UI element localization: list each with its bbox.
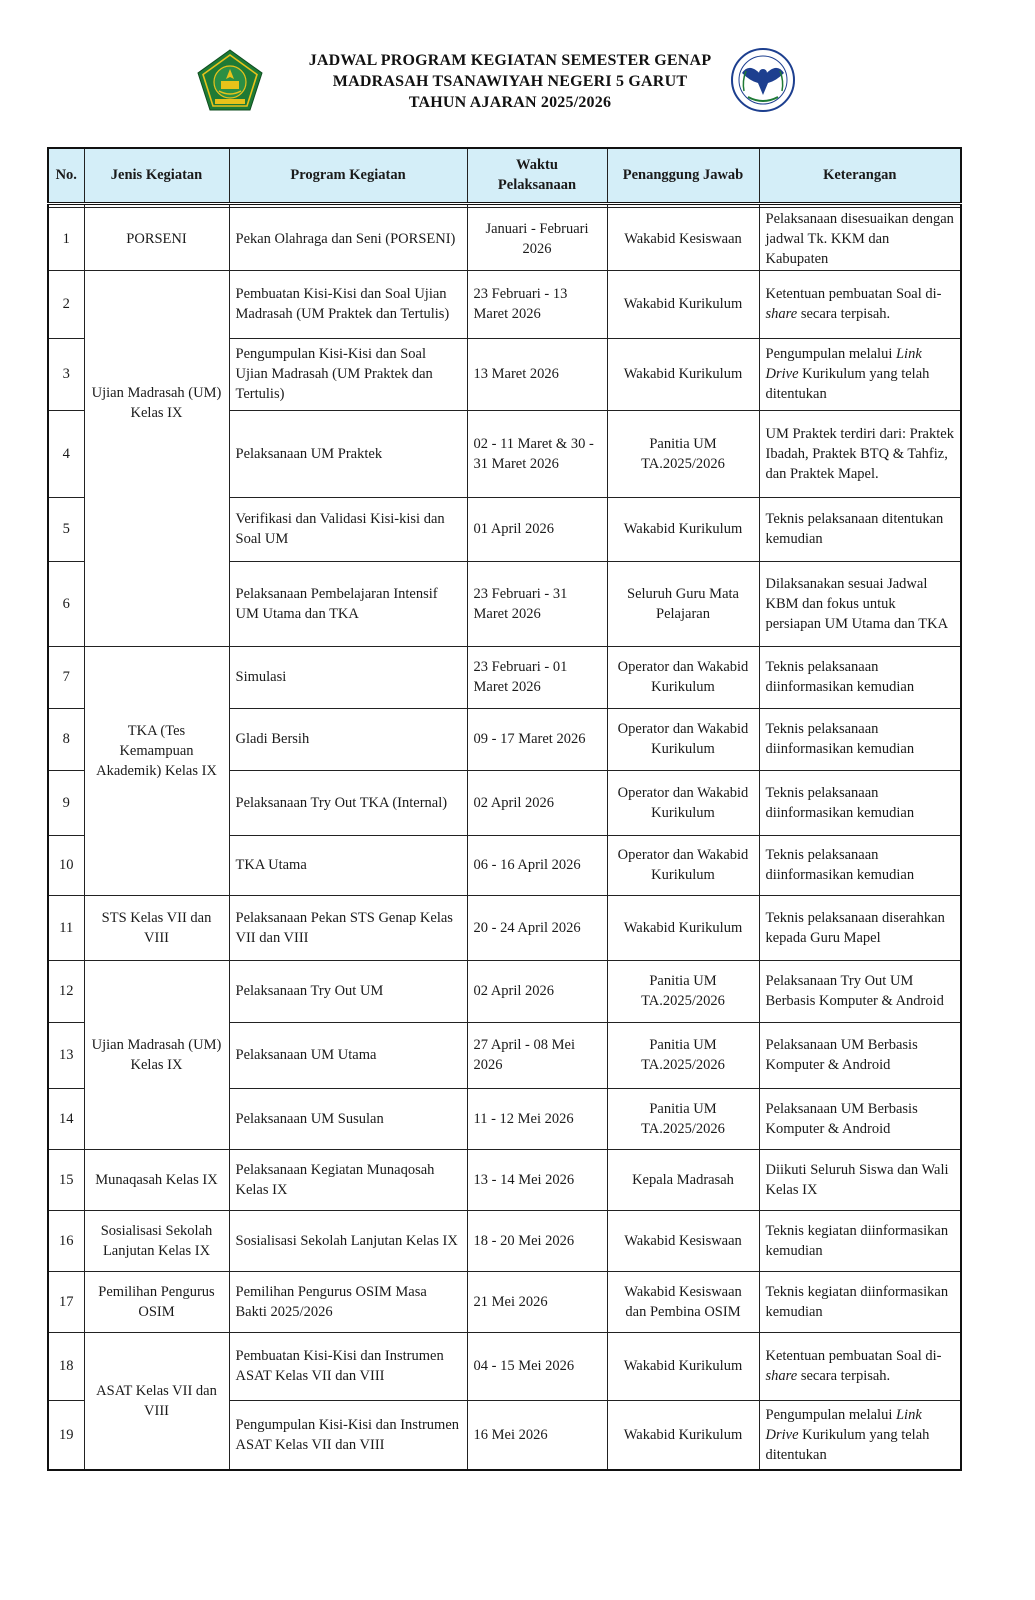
row-number: 5	[48, 497, 84, 561]
waktu-cell: 02 - 11 Maret & 30 - 31 Maret 2026	[467, 410, 607, 497]
pj-cell: Panitia UM TA.2025/2026	[607, 960, 759, 1022]
table-row	[48, 1210, 961, 1271]
keterangan-cell: Dilaksanakan sesuai Jadwal KBM dan fokus untuk persiapan UM Utama dan TKA	[759, 561, 961, 646]
keterangan-cell: Teknis pelaksanaan diinformasikan kemudian	[759, 770, 961, 835]
row-number: 11	[48, 895, 84, 960]
pj-cell: Panitia UM TA.2025/2026	[607, 1088, 759, 1149]
waktu-cell: 04 - 15 Mei 2026	[467, 1332, 607, 1400]
pj-cell: Wakabid Kurikulum	[607, 895, 759, 960]
waktu-cell: 23 Februari - 31 Maret 2026	[467, 561, 607, 646]
program-cell: Verifikasi dan Validasi Kisi-kisi dan Soal UM	[229, 497, 467, 561]
program-cell: Pelaksanaan UM Utama	[229, 1022, 467, 1088]
waktu-cell: 16 Mei 2026	[467, 1400, 607, 1470]
keterangan-cell: Pelaksanaan Try Out UM Berbasis Komputer & Android	[759, 960, 961, 1022]
table-header-row	[48, 148, 961, 203]
program-cell: Pekan Olahraga dan Seni (PORSENI)	[229, 207, 467, 270]
group-cell: PORSENI	[84, 207, 229, 270]
keterangan-text: secara terpisah.	[797, 306, 891, 322]
keterangan-text: Ketentuan pembuatan Soal di-	[765, 1348, 942, 1364]
keterangan-cell: Diikuti Seluruh Siswa dan Wali Kelas IX	[759, 1149, 961, 1210]
waktu-cell: 27 April - 08 Mei 2026	[467, 1022, 607, 1088]
table-row	[48, 960, 961, 1022]
row-number: 1	[48, 207, 84, 270]
program-cell: Pemilihan Pengurus OSIM Masa Bakti 2025/2026	[229, 1271, 467, 1332]
column-header-program: Program Kegiatan	[229, 148, 467, 203]
row-number: 19	[48, 1400, 84, 1470]
keterangan-italic: share	[765, 1368, 798, 1384]
keterangan-cell: UM Praktek terdiri dari: Praktek Ibadah, Praktek BTQ & Tahfiz, dan Praktek Mapel.	[759, 410, 961, 497]
table-row	[48, 270, 961, 338]
column-header-keterangan: Keterangan	[759, 148, 961, 203]
program-cell: Pelaksanaan Kegiatan Munaqosah Kelas IX	[229, 1149, 467, 1210]
keterangan-cell	[759, 270, 961, 338]
keterangan-cell: Teknis kegiatan diinformasikan kemudian	[759, 1210, 961, 1271]
program-cell: Pelaksanaan Try Out TKA (Internal)	[229, 770, 467, 835]
table-row	[48, 895, 961, 960]
table-row	[48, 1332, 961, 1400]
row-number: 6	[48, 561, 84, 646]
program-cell: Pelaksanaan UM Susulan	[229, 1088, 467, 1149]
pj-cell: Wakabid Kesiswaan	[607, 207, 759, 270]
group-cell: Ujian Madrasah (UM) Kelas IX	[84, 270, 229, 646]
keterangan-cell	[759, 1332, 961, 1400]
program-cell: Sosialisasi Sekolah Lanjutan Kelas IX	[229, 1210, 467, 1271]
waktu-cell: 20 - 24 April 2026	[467, 895, 607, 960]
row-number: 17	[48, 1271, 84, 1332]
table-row	[48, 1149, 961, 1210]
row-number: 16	[48, 1210, 84, 1271]
column-header-jenis: Jenis Kegiatan	[84, 148, 229, 203]
row-number: 2	[48, 270, 84, 338]
row-number: 18	[48, 1332, 84, 1400]
program-cell: Pelaksanaan UM Praktek	[229, 410, 467, 497]
program-cell: Pelaksanaan Pembelajaran Intensif UM Utama dan TKA	[229, 561, 467, 646]
waktu-cell: 13 Maret 2026	[467, 338, 607, 410]
document-header	[0, 0, 1035, 150]
pj-cell: Kepala Madrasah	[607, 1149, 759, 1210]
waktu-cell: 11 - 12 Mei 2026	[467, 1088, 607, 1149]
row-number: 10	[48, 835, 84, 895]
program-cell: Pengumpulan Kisi-Kisi dan Instrumen ASAT Kelas VII dan VIII	[229, 1400, 467, 1470]
pj-cell: Wakabid Kesiswaan dan Pembina OSIM	[607, 1271, 759, 1332]
program-cell: Simulasi	[229, 646, 467, 708]
pj-cell: Wakabid Kurikulum	[607, 338, 759, 410]
waktu-cell: 23 Februari - 13 Maret 2026	[467, 270, 607, 338]
program-cell: Gladi Bersih	[229, 708, 467, 770]
keterangan-italic: Link Drive	[765, 1406, 922, 1443]
schedule-table	[47, 147, 962, 1471]
title-line-2: MADRASAH TSANAWIYAH NEGERI 5 GARUT	[332, 73, 688, 90]
waktu-cell: 21 Mei 2026	[467, 1271, 607, 1332]
keterangan-cell: Pelaksanaan disesuaikan dengan jadwal Tk. KKM dan Kabupaten	[759, 207, 961, 270]
column-header-waktu: Waktu Pelaksanaan	[467, 148, 607, 203]
row-number: 7	[48, 646, 84, 708]
pj-cell: Wakabid Kurikulum	[607, 270, 759, 338]
waktu-cell: 18 - 20 Mei 2026	[467, 1210, 607, 1271]
group-cell: STS Kelas VII dan VIII	[84, 895, 229, 960]
program-cell: Pembuatan Kisi-Kisi dan Instrumen ASAT Kelas VII dan VIII	[229, 1332, 467, 1400]
program-cell: Pengumpulan Kisi-Kisi dan Soal Ujian Madrasah (UM Praktek dan Tertulis)	[229, 338, 467, 410]
group-cell: Munaqasah Kelas IX	[84, 1149, 229, 1210]
group-cell: ASAT Kelas VII dan VIII	[84, 1332, 229, 1470]
column-header-pj: Penanggung Jawab	[607, 148, 759, 203]
waktu-cell: 23 Februari - 01 Maret 2026	[467, 646, 607, 708]
document-title	[250, 50, 770, 113]
pj-cell: Panitia UM TA.2025/2026	[607, 1022, 759, 1088]
keterangan-cell: Teknis pelaksanaan diinformasikan kemudian	[759, 835, 961, 895]
keterangan-cell	[759, 1400, 961, 1470]
pj-cell: Operator dan Wakabid Kurikulum	[607, 770, 759, 835]
keterangan-cell: Pelaksanaan UM Berbasis Komputer & Android	[759, 1022, 961, 1088]
keterangan-text: Kurikulum yang telah ditentukan	[765, 1426, 930, 1463]
title-line-1: JADWAL PROGRAM KEGIATAN SEMESTER GENAP	[308, 52, 712, 69]
table-row	[48, 1271, 961, 1332]
row-number: 8	[48, 708, 84, 770]
group-cell: Pemilihan Pengurus OSIM	[84, 1271, 229, 1332]
keterangan-text: Kurikulum yang telah ditentukan	[765, 366, 930, 402]
keterangan-text: Pengumpulan melalui	[765, 346, 896, 362]
pj-cell: Seluruh Guru Mata Pelajaran	[607, 561, 759, 646]
waktu-cell: 09 - 17 Maret 2026	[467, 708, 607, 770]
keterangan-text: Ketentuan pembuatan Soal di-	[765, 286, 942, 302]
keterangan-cell: Pelaksanaan UM Berbasis Komputer & Android	[759, 1088, 961, 1149]
column-header-no: No.	[48, 148, 84, 203]
pj-cell: Wakabid Kurikulum	[607, 497, 759, 561]
program-cell: Pelaksanaan Try Out UM	[229, 960, 467, 1022]
keterangan-text: Pengumpulan melalui	[765, 1406, 896, 1423]
row-number: 14	[48, 1088, 84, 1149]
pj-cell: Wakabid Kurikulum	[607, 1400, 759, 1470]
keterangan-cell	[759, 338, 961, 410]
group-cell: Ujian Madrasah (UM) Kelas IX	[84, 960, 229, 1149]
keterangan-cell: Teknis pelaksanaan diinformasikan kemudian	[759, 708, 961, 770]
keterangan-italic: share	[765, 306, 798, 322]
school-logo-icon	[728, 47, 798, 113]
waktu-cell: 13 - 14 Mei 2026	[467, 1149, 607, 1210]
program-cell: TKA Utama	[229, 835, 467, 895]
pj-cell: Operator dan Wakabid Kurikulum	[607, 835, 759, 895]
waktu-cell: Januari - Februari 2026	[467, 207, 607, 270]
program-cell: Pelaksanaan Pekan STS Genap Kelas VII dan VIII	[229, 895, 467, 960]
keterangan-cell: Teknis pelaksanaan diserahkan kepada Guru Mapel	[759, 895, 961, 960]
row-number: 3	[48, 338, 84, 410]
table-row	[48, 646, 961, 708]
keterangan-cell: Teknis pelaksanaan diinformasikan kemudian	[759, 646, 961, 708]
group-cell: TKA (Tes Kemampuan Akademik) Kelas IX	[84, 646, 229, 895]
keterangan-italic: Link Drive	[765, 346, 922, 382]
title-line-3: TAHUN AJARAN 2025/2026	[408, 94, 612, 111]
waktu-cell: 02 April 2026	[467, 960, 607, 1022]
keterangan-text: secara terpisah.	[797, 1368, 891, 1384]
group-cell: Sosialisasi Sekolah Lanjutan Kelas IX	[84, 1210, 229, 1271]
waktu-cell: 02 April 2026	[467, 770, 607, 835]
keterangan-cell: Teknis kegiatan diinformasikan kemudian	[759, 1271, 961, 1332]
waktu-cell: 06 - 16 April 2026	[467, 835, 607, 895]
program-cell: Pembuatan Kisi-Kisi dan Soal Ujian Madrasah (UM Praktek dan Tertulis)	[229, 270, 467, 338]
row-number: 12	[48, 960, 84, 1022]
row-number: 13	[48, 1022, 84, 1088]
pj-cell: Wakabid Kurikulum	[607, 1332, 759, 1400]
table-row	[48, 207, 961, 270]
pj-cell: Wakabid Kesiswaan	[607, 1210, 759, 1271]
pj-cell: Operator dan Wakabid Kurikulum	[607, 708, 759, 770]
row-number: 15	[48, 1149, 84, 1210]
pj-cell: Operator dan Wakabid Kurikulum	[607, 646, 759, 708]
row-number: 4	[48, 410, 84, 497]
waktu-cell: 01 April 2026	[467, 497, 607, 561]
keterangan-cell: Teknis pelaksanaan ditentukan kemudian	[759, 497, 961, 561]
pj-cell: Panitia UM TA.2025/2026	[607, 410, 759, 497]
row-number: 9	[48, 770, 84, 835]
